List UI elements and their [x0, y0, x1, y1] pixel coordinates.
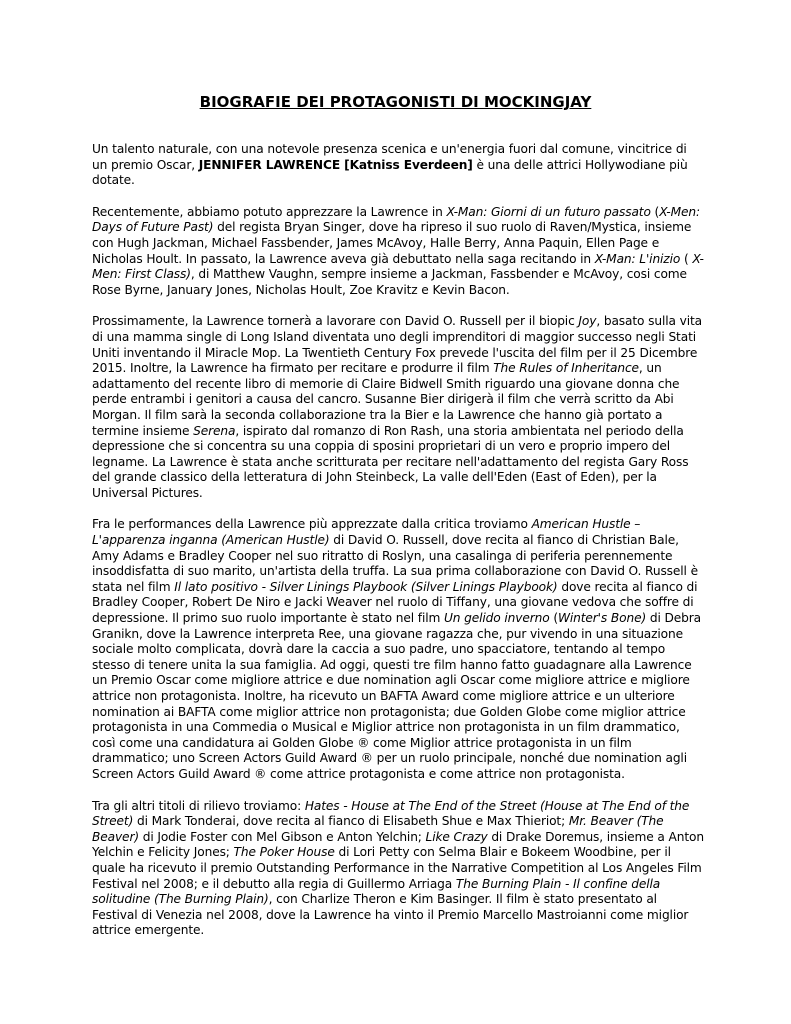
italic-title: Hates - House at The End of the Street (House at The End of the Street)	[92, 798, 690, 829]
text-run: (	[680, 251, 693, 266]
text-run: di Debra Granikn, dove la Lawrence interpreta Ree, una giovane ragazza che, pur vivendo in una situazione sociale molto complicata, dovrà dare la caccia a suo padre, uno spacciatore, tentando al tempo stesso di tenere unita la sua famiglia. Ad oggi, questi tre film hanno fatto guadagnare alla Lawrence un Premio Oscar come migliore attrice e due nomination agli Oscar come migliore attrice e migliore attrice non protagonista. Inoltre, ha ricevuto un BAFTA Award come migliore attrice e un ulteriore nomination ai BAFTA come miglior attrice non protagonista; due Golden Globe come miglior attrice protagonista in una Commedia o Musical e Miglior attrice non protagonista in un film drammatico, così come una candidatura ai Golden Globe ® come Miglior attrice protagonista in un film drammatico; uno Screen Actors Guild Award ® per un ruolo principale, nonché due nomination agli Screen Actors Guild Award ® come attrice protagonista e come attrice non protagonista.	[92, 611, 701, 781]
text-run: di David O. Russell, dove recita al fianco di Christian Bale, Amy Adams e Bradley Cooper nel suo ritratto di Roslyn, una casalinga di periferia perennemente insoddisfatta di suo marito, un'artista della truffa. La sua prima collaborazione con David O. Russell è stata nel film	[92, 533, 698, 594]
italic-title: X-Men: Days of Future Past)	[92, 204, 700, 235]
paragraph	[92, 517, 704, 782]
paragraph	[92, 205, 704, 299]
text-run: di Mark Tonderai, dove recita al fianco di Elisabeth Shue e Max Thieriot;	[133, 814, 569, 829]
italic-title: Joy	[578, 314, 597, 329]
text-run: Recentemente, abbiamo potuto apprezzare la Lawrence in	[92, 204, 447, 219]
text-run: (	[650, 204, 660, 219]
italic-title: Mr. Beaver (The Beaver)	[92, 814, 664, 844]
text-run: , con Charlize Theron e Kim Basinger. Il film è stato presentato al Festival di Venezia nel 2008, dove la Lawrence ha vinto il Premio Marcello Mastroianni come miglior attrice emergente.	[92, 892, 689, 938]
text-run: Un talento naturale, con una notevole presenza scenica e un'energia fuori dal comune, vincitrice di un premio Oscar,	[92, 142, 687, 172]
text-run: di Drake Doremus, insieme a Anton Yelchin e Felicity Jones;	[92, 829, 704, 860]
text-run: dove recita al fianco di Bradley Cooper, Robert De Niro e Jacki Weaver nel ruolo di Tiffany, una giovane vedova che soffre di depressione. Il primo suo ruolo importante è stato nel film	[92, 579, 698, 626]
bold-text: JENNIFER LAWRENCE [Katniss Everdeen]	[198, 157, 473, 172]
paragraph	[92, 314, 704, 501]
text-run: (	[549, 611, 558, 626]
italic-title: American Hustle – L'apparenza inganna (American Hustle)	[92, 517, 641, 548]
italic-title: X-Man: L'inizio	[594, 251, 681, 266]
italic-title: Winter's Bone)	[557, 611, 647, 626]
document-body	[92, 142, 704, 955]
italic-title: The Poker House	[233, 845, 335, 860]
italic-title: X-Man: Giorni di un futuro passato	[446, 204, 651, 219]
text-run: , di Matthew Vaughn, sempre insieme a Jackman, Fassbender e McAvoy, cosi come Rose Byrne, January Jones, Nicholas Hoult, Zoe Kravitz e Kevin Bacon.	[92, 267, 687, 297]
italic-title: Un gelido inverno	[443, 611, 550, 626]
paragraph	[92, 799, 704, 939]
italic-title: Serena	[193, 423, 236, 438]
text-run: , un adattamento del recente libro di memorie di Claire Bidwell Smith riguardo una giovane donna che perde entrambi i genitori a causa del cancro. Susanne Bier dirigerà il film che verrà scritto da Abi Morgan. Il film sarà la seconda collaborazione tra la Bier e la Lawrence che hanno già portato a termine insieme	[92, 361, 680, 438]
italic-title: Like Crazy	[425, 829, 488, 844]
text-run: è una delle attrici Hollywodiane più dotate.	[92, 157, 688, 188]
text-run: , basato sulla vita di una mamma single di Long Island diventata uno degli imprenditori di maggior successo negli Stati Uniti inventando il Miracle Mop. La Twentieth Century Fox prevede l'uscita del film per il 25 Dicembre 2015. Inoltre, la Lawrence ha firmato per recitare e produrre il film	[92, 314, 702, 376]
document-title: BIOGRAFIE DEI PROTAGONISTI DI MOCKINGJAY	[199, 93, 592, 111]
italic-title: The Rules of Inheritance	[493, 361, 639, 376]
italic-title: The Burning Plain - Il confine della solitudine (The Burning Plain)	[92, 876, 661, 907]
text-run: Tra gli altri titoli di rilievo troviamo:	[92, 798, 305, 813]
paragraph	[92, 142, 704, 189]
text-run: , ispirato dal romanzo di Ron Rash, una storia ambientata nel periodo della depressione che si concentra su una coppia di sposini proprietari di un vero e proprio impero del legname. La Lawrence è stata anche scritturata per recitare nell'adattamento del regista Gary Ross del grande classico della letteratura di John Steinbeck, La valle dell'Eden (East of Eden), per la Universal Pictures.	[92, 423, 689, 500]
text-run: Prossimamente, la Lawrence tornerà a lavorare con David O. Russell per il biopic	[92, 314, 579, 329]
italic-title: Il lato positivo - Silver Linings Playbook (Silver Linings Playbook)	[174, 579, 558, 594]
text-run: Fra le performances della Lawrence più apprezzate dalla critica troviamo	[92, 517, 532, 532]
text-run: di Jodie Foster con Mel Gibson e Anton Yelchin;	[138, 829, 426, 844]
text-run: di Lori Petty con Selma Blair e Bokeem Woodbine, per il quale ha ricevuto il premio Outstanding Performance in the Narrative Competition al Los Angeles Film Festival nel 2008; e il debutto alla regia di Guillermo Arriaga	[92, 845, 702, 891]
text-run: del regista Bryan Singer, dove ha ripreso il suo ruolo di Raven/Mystica, insieme con Hugh Jackman, Michael Fassbender, James McAvoy, Halle Berry, Anna Paquin, Ellen Page e Nicholas Hoult. In passato, la Lawrence aveva già debuttato nella saga recitando in	[92, 220, 692, 266]
italic-title: X-Men: First Class)	[92, 251, 704, 282]
